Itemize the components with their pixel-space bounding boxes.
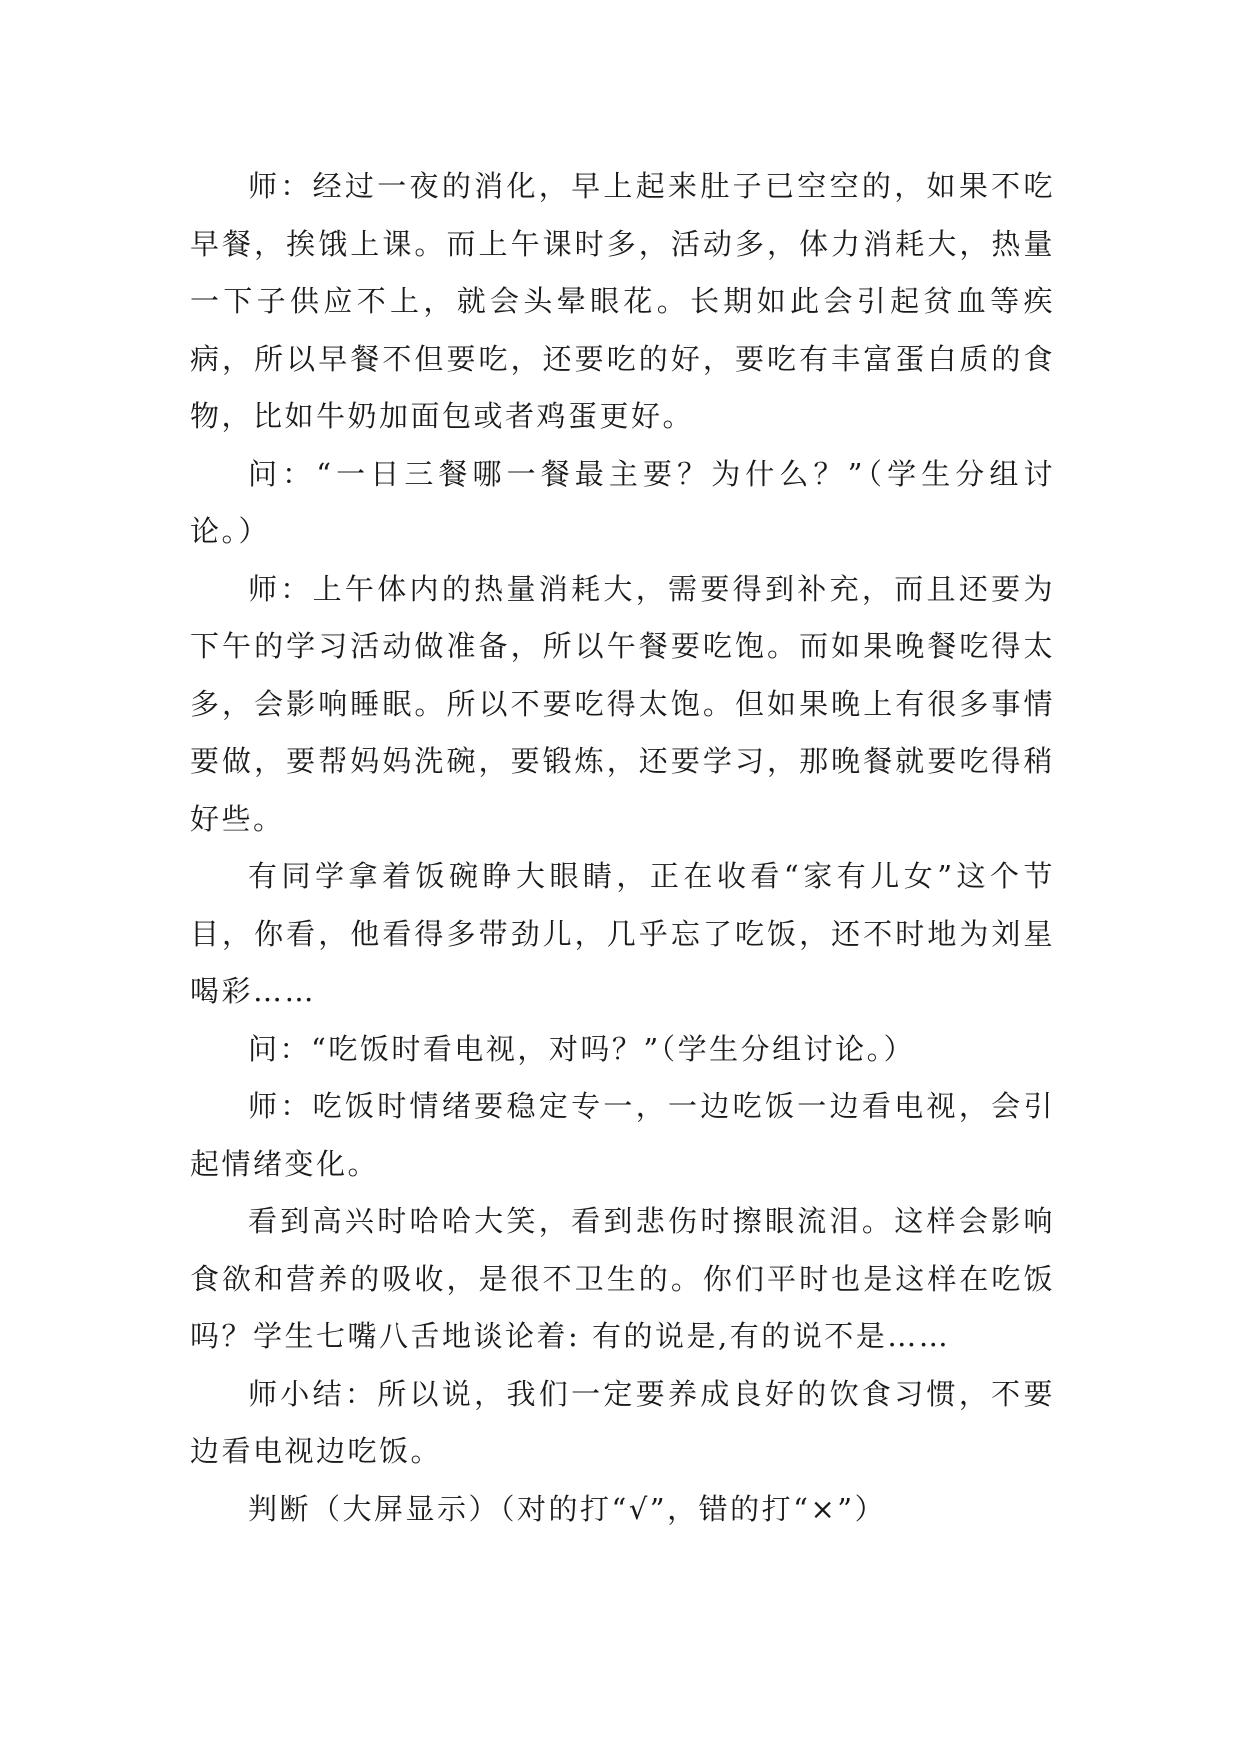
paragraph-teacher-summary: 师小结：所以说，我们一定要养成良好的饮食习惯，不要边看电视边吃饭。 [190, 1376, 1055, 1468]
paragraph-appetite: 看到高兴时哈哈大笑，看到悲伤时擦眼流泪。这样会影响食欲和营养的吸收，是很不卫生的。你们平时也是这样在吃饭吗？学生七嘴八舌地谈论着: 有的说是,有的说不是…… [190, 1204, 1055, 1353]
paragraph-tv-scene: 有同学拿着饭碗睁大眼睛，正在收看“家有儿女”这个节目，你看，他看得多带劲儿，几乎忘了吃饭，还不时地为刘星喝彩…… [190, 859, 1055, 1008]
paragraph-question-meals: 问：“一日三餐哪一餐最主要？为什么？”（学生分组讨论。） [190, 456, 1055, 548]
paragraph-teacher-lunch-dinner: 师：上午体内的热量消耗大，需要得到补充，而且还要为下午的学习活动做准备，所以午餐要吃饱。而如果晚餐吃得太多，会影响睡眠。所以不要吃得太饱。但如果晚上有很多事情要做，要帮妈妈洗碗，要锻炼，还要学习，那晚餐就要吃得稍好些。 [190, 571, 1055, 836]
paragraph-question-tv: 问：“吃饭时看电视，对吗？”（学生分组讨论。） [248, 1031, 916, 1066]
document-body [190, 158, 1055, 1538]
paragraph-judgement: 判断（大屏显示）（对的打“√”，错的打“×”） [248, 1491, 887, 1526]
paragraph-teacher-breakfast: 师：经过一夜的消化，早上起来肚子已空空的，如果不吃早餐，挨饿上课。而上午课时多，活动多，体力消耗大，热量一下子供应不上，就会头晕眼花。长期如此会引起贫血等疾病，所以早餐不但要吃，还要吃的好，要吃有丰富蛋白质的食物，比如牛奶加面包或者鸡蛋更好。 [190, 169, 1055, 433]
paragraph-teacher-emotion: 师：吃饭时情绪要稳定专一，一边吃饭一边看电视，会引起情绪变化。 [190, 1089, 1055, 1181]
